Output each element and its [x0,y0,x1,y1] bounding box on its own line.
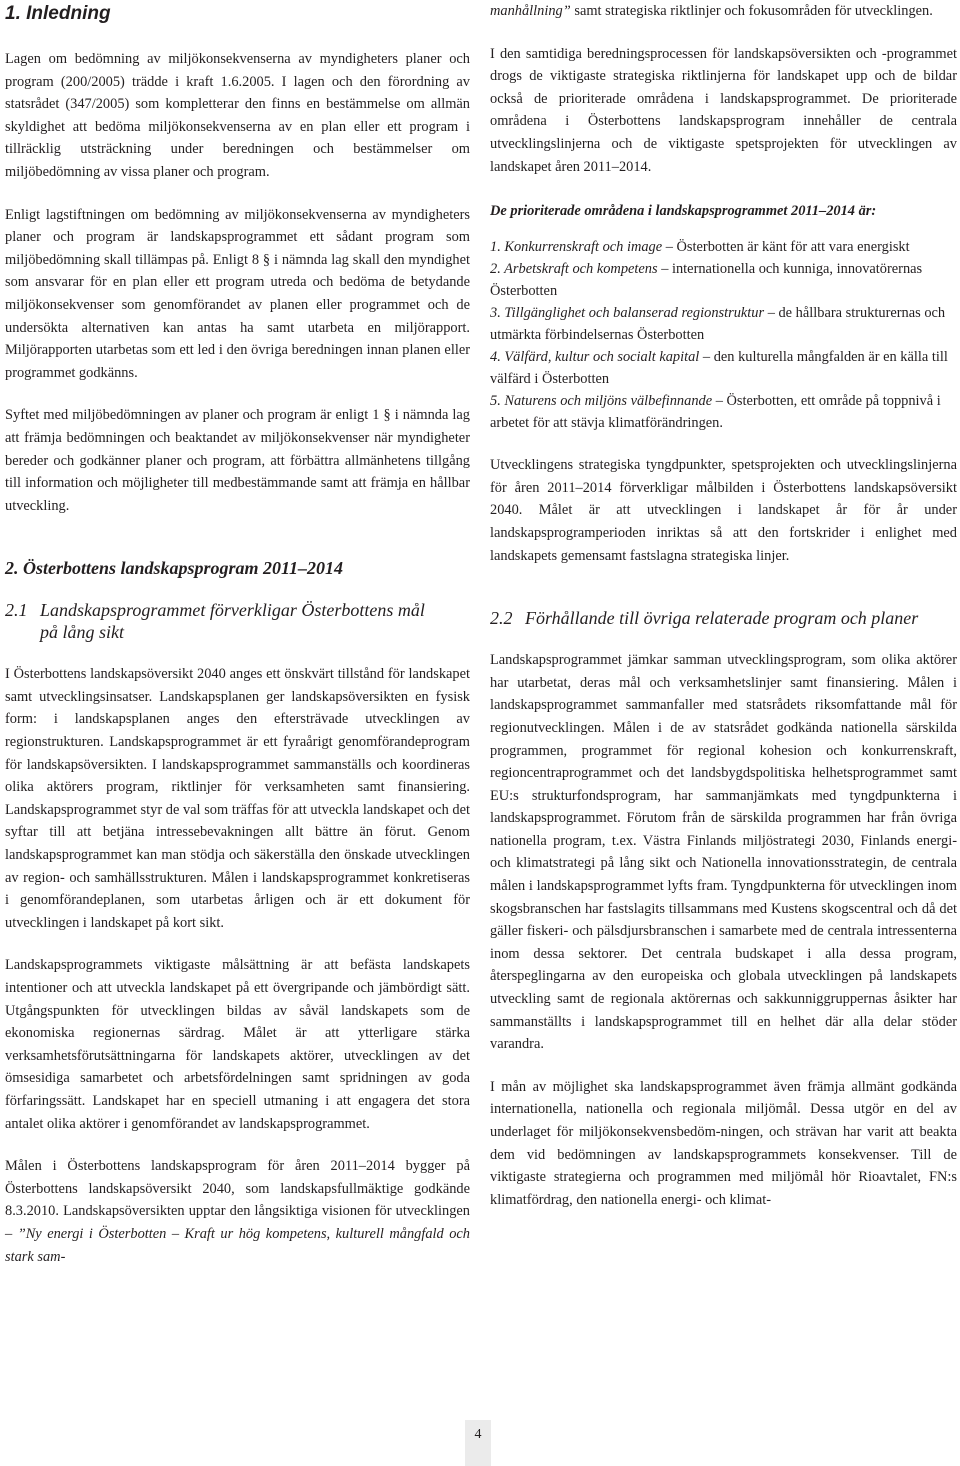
paragraph-vision-quote: ”Ny energi i Österbotten – Kraft ur hög kompetens, kulturell mångfald och stark sam- [5,1225,470,1265]
paragraph-vision-text: Målen i Österbottens landskapsprogram för åren 2011–2014 bygger på Österbottens landskapsöversikt 2040, som landskapsfullmäktige godkände 8.3.2010. Landskapsöversikten upptar den långsiktiga visionen för utvecklingen – [5,1158,470,1242]
list-item-text: – Österbotten, ett område på toppnivå i arbetet för att stävja klimatförändringen. [490,393,941,432]
paragraph-related-programs: Landskapsprogrammet jämkar samman utvecklingsprogram, som olika aktörer har utarbetat, deras mål och verksamhetslinjer samt finansiering. Målen i landskapsprogrammet sammanfaller med statsrådets riksomfattande mål för regionutvecklingen. Målen i de av statsrådet godkända nationella särskilda programmen, programmet för regional kohesion och konkurrenskraft, regioncentraprogrammet och det landsbygdspolitiska helhetsprogrammet samt EU:s strukturfondsprogram, har sammanjämkats med tyngdpunkterna i landskapsprogrammet. Förutom från de särskilda programmen har från övriga nationella program, t.ex. Västra Finlands miljöstrategi 2030, Finlands energi- och klimatstrategi på lång sikt och Nationella innovationsstrategin, de centrala målen i landskapsprogrammet lyfts fram. Tyngdpunkterna för utvecklingen inom skogsbranschen har fastslagits tillsammans med Kustens skogscentral och då det gäller fiskeri- och pälsdjursbranschen i samarbete med de centrala intressenterna inom dessa sektorer. Det centrala budskapet i alla dessa program, återspeglingarna av den europeiska och globala utvecklingen på landskapets utveckling samt de regionala aktörernas och sakkunniggruppernas åsikter har sammanställts i landskapsprogrammet till en helhet där alla delar stöder varandra. [490,652,957,1053]
heading-section-2-1-text: Landskapsprogrammet förverkligar Österbottens mål på lång sikt [40,600,425,643]
priority-list [490,236,957,434]
paragraph-process: I den samtidiga beredningsprocessen för landskapsöversikten och -programmet drogs de viktigaste strategiska riktlinjerna för landskapet upp och de bildar också de prioriterade områdena i landskapsprogrammet. De prioriterade områdena i Österbottens landskapsprogram innehåller de centrala utvecklingslinjerna och de viktigaste spetsprojekten för utvecklingen av landskapet åren 2011–2014. [490,45,957,175]
paragraph-environmental-goals: I mån av möjlighet ska landskapsprogrammet även främja allmänt godkända internationella, nationella och regionala miljömål. Dessa utgör en del av underlaget för miljökonsekvensbedöm-ningen, och strävan har varit att beakta dem vid bedömningen av landskapsprogrammets konsekvenser. Till de viktigaste strategierna och programmen med miljömål hör Rioavtalet, FN:s klimatfördrag, den nationella energi- och klimat- [490,1078,957,1208]
heading-section-2-2-number: 2.2 [490,608,513,629]
heading-section-2-1-number: 2.1 [5,600,28,621]
list-item [490,302,957,346]
list-item-text: – de hållbara strukturernas och utmärkta förbindelsernas Österbotten [490,305,946,344]
list-item-title: 1. Konkurrenskraft och image [490,239,663,256]
paragraph-legislation: Enligt lagstiftningen om bedömning av miljökonsekvenserna av myndigheters planer och program är landskapsprogrammet ett sådant program som miljöbedömning skall tillämpas på. Enligt 8 § i nämnda lag skall den myndighet som ansvarar för en plan eller ett program utreda och bedöma de betydande miljökonsekvenser som genomförandet av planen eller programmet och de undersökta alternativen kan antas ha samt utarbeta en miljörapport. Miljörapporten utarbetas som ett led i den övriga beredningen innan planen eller programmet godkänns. [5,206,470,381]
page-number: 4 [465,1420,491,1466]
list-item-title: 5. Naturens och miljöns välbefinnande [490,393,713,410]
paragraph-vision-continued [490,0,957,23]
list-item-title: 2. Arbetskraft och kompetens [490,261,658,278]
heading-section-2-1 [5,599,470,643]
heading-inledning: 1. Inledning [5,3,111,24]
list-item-title: 3. Tillgänglighet och balanserad regionstruktur [490,305,765,322]
paragraph-purpose: Syftet med miljöbedömningen av planer och program är enligt 1 § i nämnda lag att främja bedömningen och beaktandet av miljökonsekvenser när myndigheter bereder och godkänner planer och program, att förbättra allmänhetens tillgång till information och möjligheter till medbestämmande samt att främja en hållbar utveckling. [5,407,470,514]
list-item [490,236,957,258]
list-item-text: – internationella och kunniga, innovatörernas Österbotten [490,261,923,300]
left-column [5,0,470,1268]
list-item [490,258,957,302]
list-item [490,390,957,434]
right-column [490,0,957,1211]
heading-section-2-2 [490,607,957,629]
paragraph-vision-continued-text: samt strategiska riktlinjer och fokusområden för utvecklingen. [570,3,933,19]
heading-section-2: 2. Österbottens landskapsprogram 2011–2014 [5,558,344,579]
list-item-text: – Österbotten är känt för att vara energiskt [662,239,910,256]
paragraph-vision [5,1155,470,1268]
paragraph-strategic-focus: Utvecklingens strategiska tyngdpunkter, spetsprojekten och utvecklingslinjerna för åren 2011–2014 förverkligar målbilden i Österbottens landskapsöversikt 2040. Målet är att utvecklingen i landskapet år för år under landskapsprogramperioden inriktas så att den fortskrider i enlighet med landskapets gemensamt fastslagna strategiska linjer. [490,457,957,564]
heading-section-2-2-text: Förhållande till övriga relaterade program och planer [525,608,919,629]
list-item-title: 4. Välfärd, kultur och socialt kapital [490,349,700,366]
paragraph-landskapsoversikt: I Österbottens landskapsöversikt 2040 anges ett önskvärt tillstånd för landskapet samt utvecklingsinsatser. Landskapsplanen ger landskapsöversikten en fysisk form: i landskapsplanen anges den eftersträvade utvecklingen av regionstrukturen. Landskapsprogrammet är ett fyraårigt genomförandeprogram för landskapsöversikten. I landskapsprogrammet sammanställs och koordineras olika aktörers program, riktlinjer för verksamheten samt finansiering. Landskapsprogrammet styr de val som träffas för att utveckla landskapet och det syftar till att betjäna intressebevakningen allt bättre än förut. Genom landskapsprogrammet kan man stödja och säkerställa den önskade utvecklingen av region- och samhällsstrukturen. Målen i landskapsprogrammet konkretiseras i genomförandeplanen, som utarbetas årligen och är ett dokument för utvecklingen i landskapet på kort sikt. [5,666,470,931]
list-item [490,346,957,390]
paragraph-vision-quote-end: manhållning” [490,3,571,19]
heading-priority-areas: De prioriterade områdena i landskapsprogrammet 2011–2014 är: [490,203,877,220]
paragraph-goal: Landskapsprogrammets viktigaste målsättning är att befästa landskapets intentioner och att utveckla landskapet på ett övergripande och jämbördigt sätt. Utgångspunkten för utvecklingen bildas av såväl landskapets som de ekonomiska regionernas särdrag. Målet är att ytterligare stärka verksamhetsförutsättningarna för landskapets aktörer, utvecklingen av det ömsesidiga samarbetet och arbetsfördelningen samt spridningen av goda förfaringssätt. Landskapet har en speciell utmaning i att engagera det stora antalet olika aktörer i genomförandet av landskapsprogrammet. [5,957,470,1132]
paragraph-intro: Lagen om bedömning av miljökonsekvenserna av myndigheters planer och program (200/2005) trädde i kraft 1.6.2005. I lagen och den förordning av statsrådet (347/2005) som kompletterar den finns en bestämmelse om allmän skyldighet att bedöma miljökonsekvenserna av en plan eller ett program i tillräcklig utsträckning under beredningen och bestämmelser om miljöbedömning av vissa planer och program. [5,51,470,180]
list-item-text: – den kulturella mångfalden är en källa till välfärd i Österbotten [490,349,948,388]
